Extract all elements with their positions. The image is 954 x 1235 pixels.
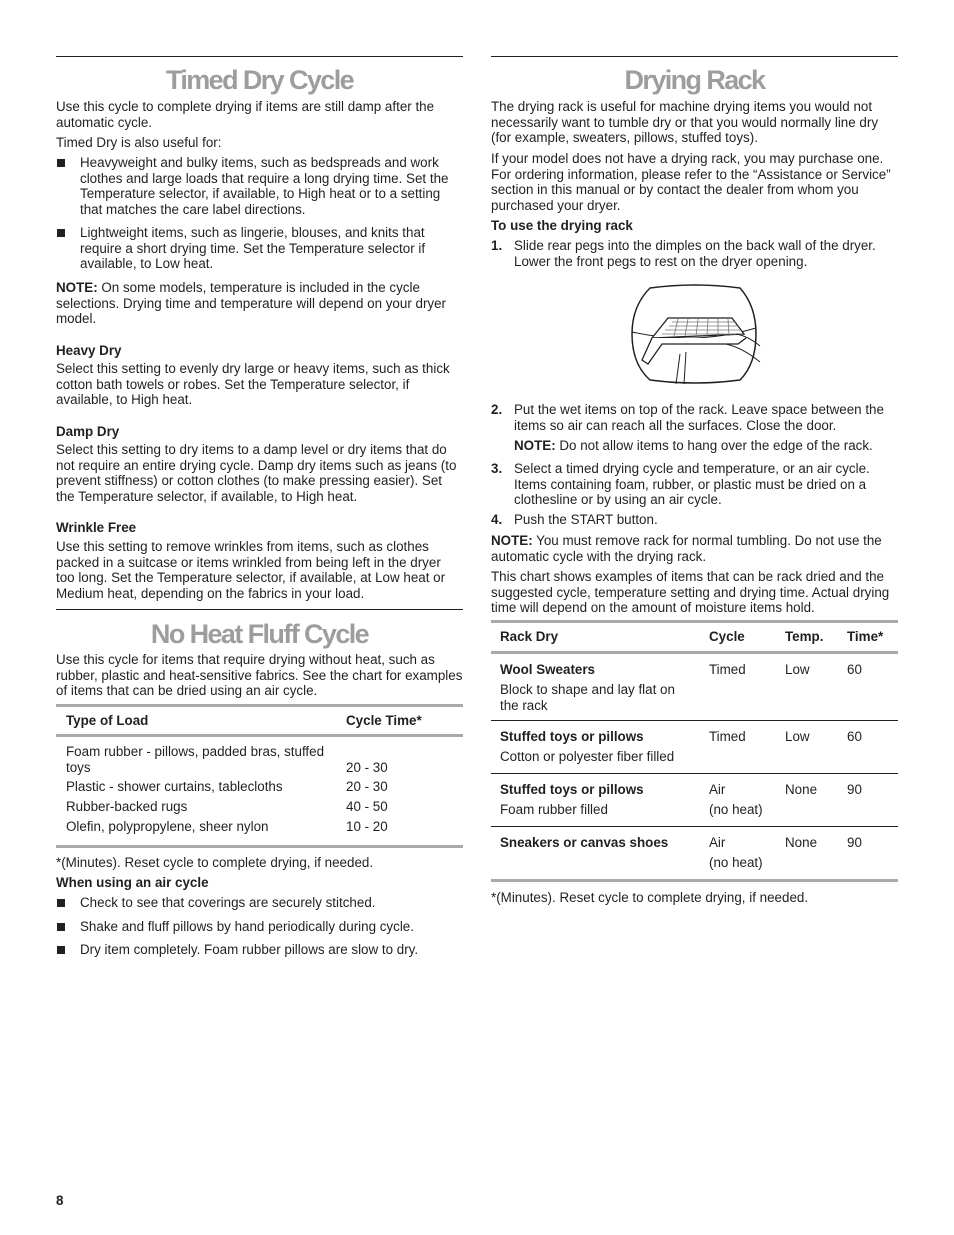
col-header: Rack Dry — [500, 629, 559, 645]
useful-for: Timed Dry is also useful for: — [56, 135, 222, 150]
air-cycle-title: When using an air cycle — [56, 875, 209, 890]
rack-intro: The drying rack is useful for machine drying items you would not necessarily want to tumble dry or that you would normally line dry (for example, sweaters, pillows, stuffed toys). — [491, 99, 879, 146]
item-name: Sneakers or canvas shoes — [500, 835, 669, 850]
air-cycle-table — [56, 704, 463, 839]
time: 90 — [847, 835, 862, 850]
temperature: None — [785, 782, 818, 797]
item-description: Block to shape and lay flat on the rack — [500, 682, 675, 713]
cycle-note: (no heat) — [709, 802, 763, 817]
damp-dry-text: Select this setting to dry items to a damp level or dry items that do not require an entire drying cycle. Damp dry items such as jeans (to prevent stiffness) or cotton clothes (to make pressing easier). Set the Temperature selector, if available, to High heat. — [56, 442, 457, 505]
note-label: NOTE: — [56, 280, 98, 295]
divider — [56, 609, 463, 610]
step-number: 2. — [491, 402, 503, 417]
no-heat-intro: Use this cycle for items that require drying without heat, such as rubber, plastic and heat-sensitive fabrics. See the chart for examples of items that can be dried using an air cycle. — [56, 652, 463, 699]
heavy-dry-title: Heavy Dry — [56, 343, 122, 358]
use-rack-title: To use the drying rack — [491, 218, 633, 233]
table-row — [491, 721, 898, 774]
table-row — [56, 779, 463, 799]
damp-dry-title: Damp Dry — [56, 424, 120, 439]
note-text: You must remove rack for normal tumbling. Do not use the automatic cycle with the drying rack. — [491, 533, 882, 564]
chart-intro: This chart shows examples of items that can be rack dried and the suggested cycle, temperature setting and drying time. Actual drying time will depend on the amount of moisture items hold. — [491, 569, 890, 616]
item-name: Stuffed toys or pillows — [500, 729, 644, 744]
step-text: Push the START button. — [514, 512, 658, 527]
timed-dry-title: Timed Dry Cycle — [165, 65, 354, 95]
bullet-item: Heavyweight and bulky items, such as bedspreads and work clothes and large loads that require a long drying time. Set the Temperature selector, if available, to High heat or to a setting that matches the care label directions. — [56, 155, 463, 218]
step-item — [491, 238, 898, 269]
table-row — [56, 819, 463, 839]
time: 90 — [847, 782, 862, 797]
col-header: Cycle — [709, 629, 745, 645]
footnote: *(Minutes). Reset cycle to complete drying, if needed. — [56, 855, 374, 870]
temperature: Low — [785, 662, 810, 677]
cycle-time: 10 - 20 — [346, 818, 388, 834]
table-row — [491, 827, 898, 879]
note-text: On some models, temperature is included in the cycle selections. Drying time and temperature will depend on your dryer model. — [56, 280, 447, 327]
load-type: Plastic - shower curtains, tablecloths — [66, 779, 283, 795]
step-note — [514, 438, 898, 454]
drying-rack-title: Drying Rack — [624, 65, 765, 95]
step-text: Put the wet items on top of the rack. Leave space between the items so air can reach all the surfaces. Close the door. — [514, 402, 884, 433]
step-item — [491, 461, 898, 508]
timed-dry-intro: Use this cycle to complete drying if items are still damp after the automatic cycle. — [56, 99, 435, 130]
col-header: Type of Load — [66, 713, 149, 729]
table-row — [56, 799, 463, 819]
step-number: 4. — [491, 512, 503, 527]
note — [56, 280, 463, 327]
cycle-time: 40 - 50 — [346, 799, 388, 815]
table-border — [56, 845, 463, 848]
cycle: Air — [709, 782, 726, 797]
bullet-item: Lightweight items, such as lingerie, blouses, and knits that require a short drying time. Set the Temperature selector if available, to Low heat. — [56, 225, 463, 272]
item-name: Stuffed toys or pillows — [500, 782, 644, 797]
load-type: Rubber-backed rugs — [66, 799, 188, 815]
time: 60 — [847, 729, 862, 744]
col-header: Cycle Time* — [346, 713, 422, 729]
col-header: Time* — [847, 629, 884, 645]
temperature: Low — [785, 729, 810, 744]
page-number: 8 — [56, 1193, 64, 1208]
note — [491, 533, 898, 564]
step-number: 3. — [491, 461, 503, 476]
step-item — [491, 402, 898, 433]
step-item — [491, 512, 898, 528]
bullet-item: Dry item completely. Foam rubber pillows are slow to dry. — [56, 942, 463, 958]
table-row — [491, 654, 898, 721]
footnote: *(Minutes). Reset cycle to complete drying, if needed. — [491, 890, 809, 905]
rack-dry-table — [491, 620, 898, 882]
time: 60 — [847, 662, 862, 677]
item-description: Foam rubber filled — [500, 802, 608, 817]
step-number: 1. — [491, 238, 503, 253]
item-name: Wool Sweaters — [500, 662, 596, 677]
note-label: NOTE: — [514, 438, 556, 453]
step-text: Select a timed drying cycle and temperature, or an air cycle. Items containing foam, rubber, or plastic must be dried on a clothesline or by using an air cycle. — [514, 461, 870, 508]
load-type: Olefin, polypropylene, sheer nylon — [66, 818, 269, 834]
rack-purchase-info: If your model does not have a drying rack, you may purchase one. For ordering information, please refer to the “Assistance or Service” section in this manual or by contact the dealer from whom you purchased your dryer. — [491, 151, 891, 214]
wrinkle-free-title: Wrinkle Free — [56, 520, 137, 535]
heavy-dry-text: Select this setting to evenly dry large or heavy items, such as thick cotton bath towels or robes. Set the Temperature selector, if available, to High heat. — [56, 361, 450, 408]
bullet-item: Shake and fluff pillows by hand periodically during cycle. — [56, 919, 463, 935]
cycle-time: 20 - 30 — [346, 779, 388, 795]
note-text: Do not allow items to hang over the edge of the rack. — [555, 438, 873, 453]
divider — [491, 56, 898, 57]
step-text: Slide rear pegs into the dimples on the back wall of the dryer. Lower the front pegs to rest on the dryer opening. — [514, 238, 876, 269]
wrinkle-free-text: Use this setting to remove wrinkles from items, such as clothes packed in a suitcase or items wrinkled from being left in the dryer too long. Set the Temperature selector, if available, at Low heat or Medium heat, depending on the fabrics in your load. — [56, 539, 446, 602]
table-row — [491, 774, 898, 827]
drying-rack-illustration — [628, 284, 762, 384]
item-description: Cotton or polyester fiber filled — [500, 749, 675, 764]
cycle: Timed — [709, 662, 746, 677]
cycle: Timed — [709, 729, 746, 744]
cycle-time: 20 - 30 — [346, 759, 388, 775]
cycle-note: (no heat) — [709, 855, 763, 870]
bullet-item: Check to see that coverings are securely stitched. — [56, 895, 463, 911]
col-header: Temp. — [785, 629, 824, 645]
divider — [56, 56, 463, 57]
no-heat-title: No Heat Fluff Cycle — [150, 619, 369, 649]
load-type: Foam rubber - pillows, padded bras, stuffed toys — [66, 744, 325, 775]
table-row — [56, 744, 463, 779]
note-label: NOTE: — [491, 533, 533, 548]
temperature: None — [785, 835, 818, 850]
cycle: Air — [709, 835, 726, 850]
